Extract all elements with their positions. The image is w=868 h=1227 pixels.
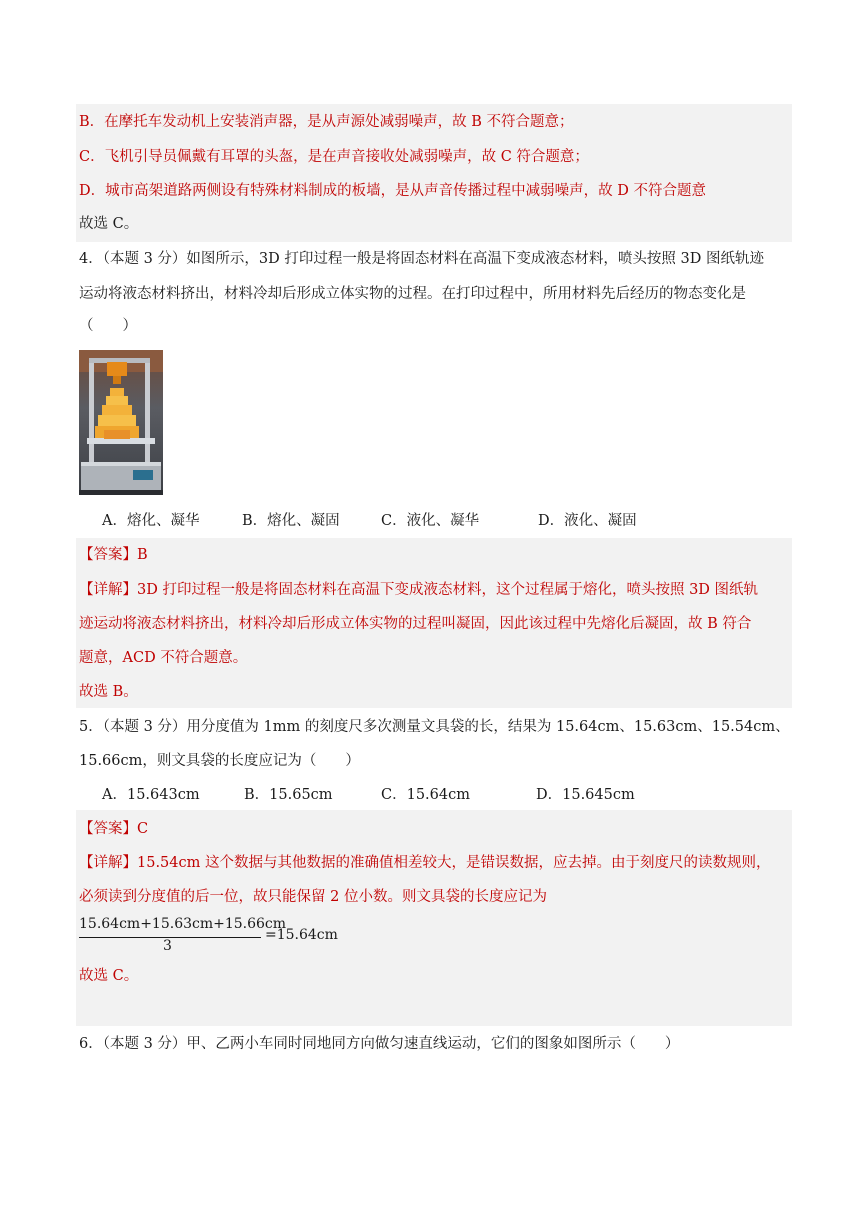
question-text: 5．（本题 3 分）用分度值为 1mm 的刻度尺多次测量文具袋的长，结果为 15.64cm、15.63cm、15.54cm、 [79,719,790,735]
question-text: 4．（本题 3 分）如图所示，3D 打印过程一般是将固态材料在高温下变成液态材料，喷头按照 3D 图纸轨迹 [79,251,764,267]
answer-label: 【答案】C [79,821,149,837]
explanation-line: 必须读到分度值的后一位，故只能保留 2 位小数。则文具袋的长度应记为 [79,889,547,905]
question-text: 15.66cm，则文具袋的长度应记为（ ） [79,753,360,769]
option-c[interactable]: C．15.64cm [381,787,470,803]
3d-printer-photo [79,350,163,495]
explanation-line: 【详解】15.54cm 这个数据与其他数据的准确值相差较大，是错误数据，应去掉。由于刻度尺的读数规则， [79,855,771,871]
explanation-line: D．城市高架道路两侧设有特殊材料制成的板墙，是从声音传播过程中减弱噪声，故 D 不符合题意 [79,183,706,199]
answer-label: 【答案】B [79,547,148,563]
option-a[interactable]: A．熔化、凝华 [102,513,200,529]
option-d[interactable]: D．15.645cm [536,787,635,803]
option-b[interactable]: B．15.65cm [244,787,333,803]
question-text: （ ） [79,318,137,334]
choice-line: 故选 B。 [79,684,138,700]
formula-denominator: 3 [163,938,172,954]
explanation-line: 题意，ACD 不符合题意。 [79,650,248,666]
option-a[interactable]: A．15.643cm [102,787,200,803]
choice-line: 故选 C。 [79,216,139,232]
choice-line: 故选 C。 [79,968,139,984]
option-d[interactable]: D．液化、凝固 [538,513,637,529]
question-text: 6．（本题 3 分）甲、乙两小车同时同地同方向做匀速直线运动，它们的图象如图所示（ ） [79,1036,680,1052]
option-b[interactable]: B．熔化、凝固 [242,513,340,529]
question-text: 运动将液态材料挤出，材料冷却后形成立体实物的过程。在打印过程中，所用材料先后经历的物态变化是 [79,286,746,302]
explanation-line: B．在摩托车发动机上安装消声器，是从声源处减弱噪声，故 B 不符合题意； [79,114,574,130]
explanation-line: C．飞机引导员佩戴有耳罩的头盔，是在声音接收处减弱噪声，故 C 符合题意； [79,149,589,165]
formula-numerator: 15.64cm+15.63cm+15.66cm [79,916,287,932]
option-c[interactable]: C．液化、凝华 [381,513,480,529]
formula-result: =15.64cm [265,927,338,943]
explanation-line: 迹运动将液态材料挤出，材料冷却后形成立体实物的过程叫凝固，因此该过程中先熔化后凝固，故 B 符合 [79,616,752,632]
explanation-line: 【详解】3D 打印过程一般是将固态材料在高温下变成液态材料，这个过程属于熔化，喷头按照 3D 图纸轨 [79,582,759,598]
